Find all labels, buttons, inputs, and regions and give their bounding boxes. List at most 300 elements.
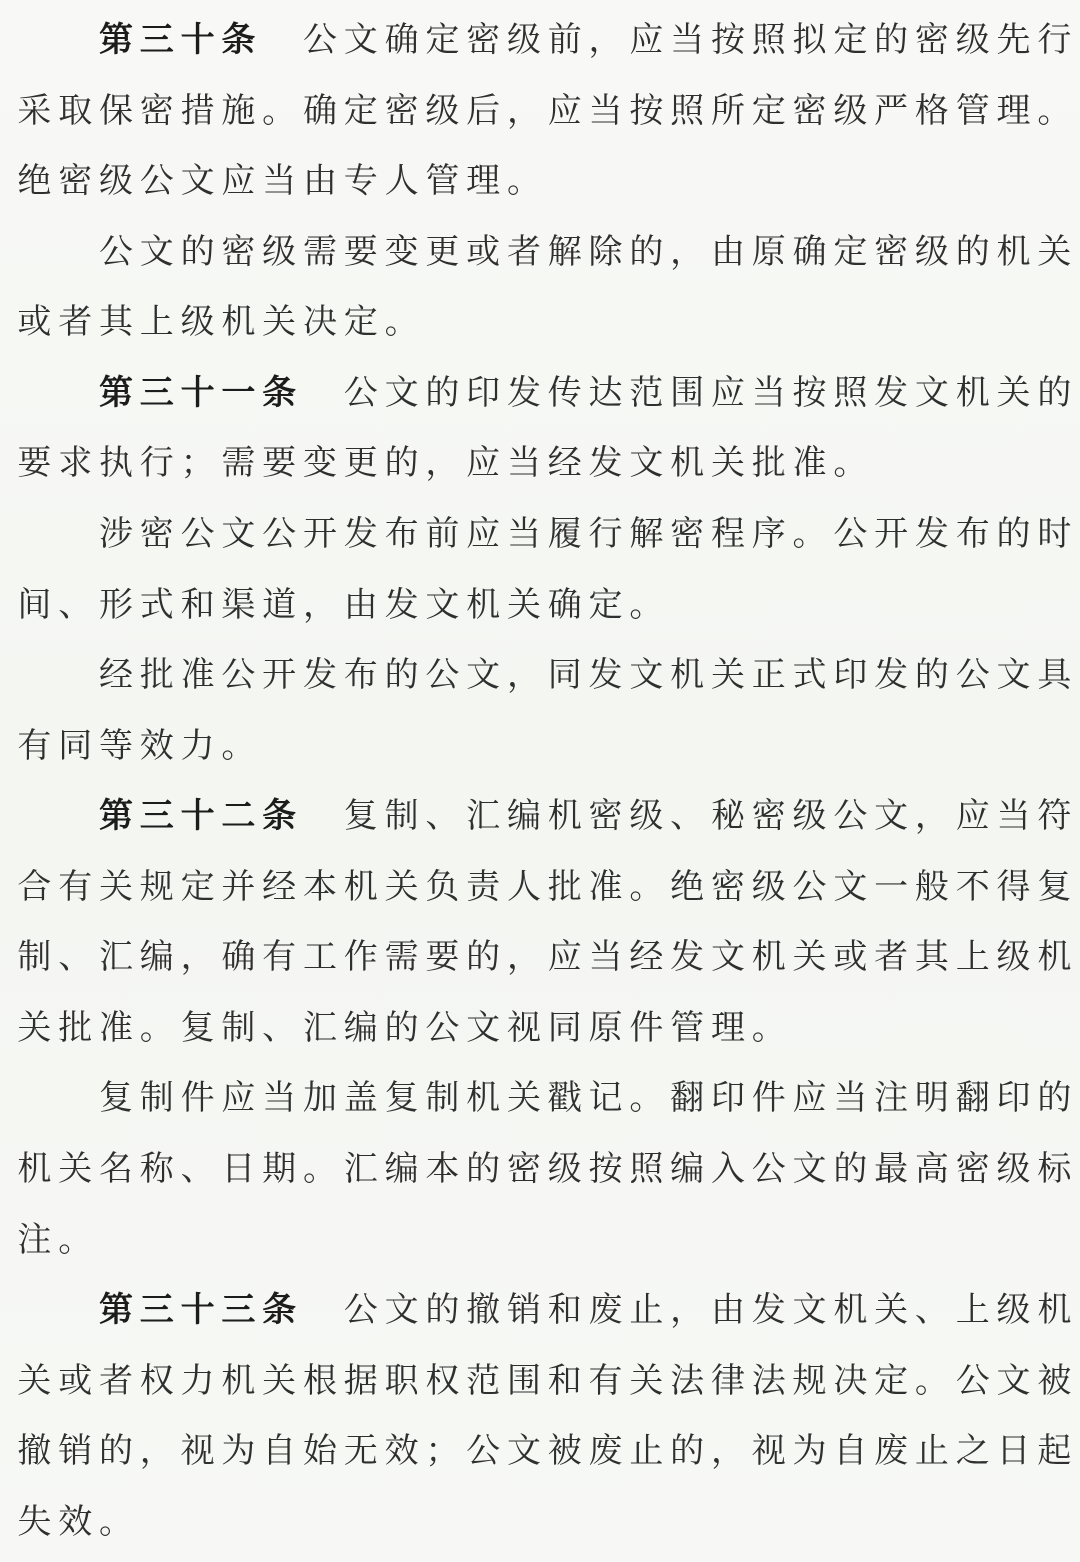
character: 要 bbox=[425, 937, 460, 978]
character: 上 bbox=[955, 937, 990, 978]
character: 一 bbox=[874, 866, 909, 907]
character: 公 bbox=[262, 513, 297, 554]
character: 布 bbox=[343, 655, 378, 696]
character: 入 bbox=[710, 1149, 745, 1189]
character: 责 bbox=[466, 866, 501, 907]
character: 发 bbox=[343, 513, 378, 554]
character: 机 bbox=[547, 796, 582, 837]
character: 二 bbox=[221, 796, 256, 837]
character: 被 bbox=[547, 1431, 582, 1472]
character: 。 bbox=[629, 866, 664, 907]
character: 行 bbox=[1037, 20, 1072, 60]
character: 三 bbox=[221, 1290, 256, 1331]
character: ， bbox=[506, 655, 541, 696]
paragraph-line-text bbox=[14, 993, 789, 1064]
character: 批 bbox=[547, 866, 582, 907]
character: 机 bbox=[833, 1290, 868, 1331]
paragraph-line bbox=[14, 1487, 1075, 1558]
character: 机 bbox=[751, 937, 786, 978]
character: 一 bbox=[221, 372, 256, 413]
character: 照 bbox=[751, 20, 786, 60]
character: 定 bbox=[751, 90, 786, 131]
character: 有 bbox=[58, 866, 93, 907]
character: 复 bbox=[343, 796, 378, 837]
character: 。 bbox=[792, 513, 827, 554]
character: 定 bbox=[343, 90, 378, 131]
article-31 bbox=[14, 358, 1075, 781]
character: 、 bbox=[180, 1149, 215, 1189]
paragraph-line-text bbox=[14, 287, 422, 358]
character: 记 bbox=[588, 1078, 623, 1119]
paragraph-first-line bbox=[14, 217, 1075, 288]
character: 更 bbox=[343, 443, 378, 484]
character: 级 bbox=[547, 1149, 582, 1189]
article-heading bbox=[96, 1275, 300, 1346]
character: 关 bbox=[996, 372, 1031, 413]
character: 级 bbox=[833, 90, 868, 131]
character: 要 bbox=[262, 443, 297, 484]
character: 根 bbox=[302, 1360, 337, 1401]
paragraph-line-text bbox=[14, 146, 544, 217]
character: 原 bbox=[751, 231, 786, 272]
article-heading bbox=[96, 358, 300, 429]
character: 采 bbox=[17, 90, 52, 131]
character: 定 bbox=[588, 584, 623, 625]
character: 印 bbox=[996, 1078, 1031, 1119]
character: 确 bbox=[302, 90, 337, 131]
character: 级 bbox=[180, 302, 215, 343]
character: 发 bbox=[751, 1290, 786, 1331]
character: ， bbox=[670, 1290, 705, 1331]
character: 注 bbox=[874, 1078, 909, 1119]
character: 者 bbox=[874, 937, 909, 978]
character: 印 bbox=[466, 372, 501, 413]
character: 视 bbox=[506, 1007, 541, 1048]
character: 布 bbox=[955, 513, 990, 554]
character: 印 bbox=[710, 1078, 745, 1119]
paragraph-first-line bbox=[14, 640, 1075, 711]
character: 关 bbox=[98, 866, 133, 907]
character: 标 bbox=[1037, 1149, 1072, 1189]
character: 绝 bbox=[670, 866, 705, 907]
character: 人 bbox=[506, 866, 541, 907]
paragraph bbox=[14, 1275, 1075, 1557]
character: 机 bbox=[466, 1078, 501, 1119]
character: 批 bbox=[751, 443, 786, 484]
paragraph-line-text bbox=[14, 428, 871, 499]
character: 机 bbox=[670, 443, 705, 484]
character: 自 bbox=[833, 1431, 868, 1472]
paragraph-line-text bbox=[14, 852, 1075, 923]
character: 公 bbox=[425, 1007, 460, 1048]
character: 销 bbox=[58, 1431, 93, 1472]
character: 止 bbox=[914, 1431, 949, 1472]
character: 确 bbox=[792, 231, 827, 272]
paragraph-line bbox=[14, 146, 1075, 217]
paragraph-line bbox=[14, 993, 1075, 1064]
paragraph-line-text bbox=[14, 1487, 136, 1558]
character: 格 bbox=[914, 90, 949, 131]
character: 式 bbox=[139, 584, 174, 625]
character: 。 bbox=[1037, 90, 1072, 131]
character: 汇 bbox=[98, 937, 133, 978]
character: 正 bbox=[751, 655, 786, 696]
character: 、 bbox=[58, 937, 93, 978]
character: 律 bbox=[710, 1360, 745, 1401]
character: 级 bbox=[914, 231, 949, 272]
character: 。 bbox=[914, 1360, 949, 1401]
character: 涉 bbox=[98, 513, 133, 554]
character: 制 bbox=[425, 1078, 460, 1119]
character: 机 bbox=[1037, 1290, 1072, 1331]
paragraph bbox=[14, 217, 1075, 358]
paragraph-line bbox=[14, 428, 1075, 499]
character: 、 bbox=[914, 1290, 949, 1331]
paragraph bbox=[14, 640, 1075, 781]
character: 职 bbox=[384, 1360, 419, 1401]
character: 机 bbox=[17, 1149, 52, 1189]
character: 的 bbox=[384, 655, 419, 696]
character: 十 bbox=[180, 20, 215, 60]
character: 高 bbox=[914, 1149, 949, 1189]
character: 加 bbox=[302, 1078, 337, 1119]
paragraph-line-text bbox=[14, 1346, 1075, 1417]
character: 关 bbox=[17, 1007, 52, 1048]
character: 机 bbox=[343, 866, 378, 907]
character: 文 bbox=[833, 866, 868, 907]
character: 或 bbox=[17, 302, 52, 343]
character: 理 bbox=[466, 161, 501, 202]
character: 理 bbox=[996, 90, 1031, 131]
character: 传 bbox=[547, 372, 582, 413]
character: 定 bbox=[425, 20, 460, 60]
character: 除 bbox=[588, 231, 623, 272]
character: 关 bbox=[874, 1290, 909, 1331]
character: 条 bbox=[262, 1290, 297, 1331]
character: 文 bbox=[792, 1290, 827, 1331]
character: 力 bbox=[180, 1360, 215, 1401]
character: 准 bbox=[588, 866, 623, 907]
character: 措 bbox=[180, 90, 215, 131]
character: 名 bbox=[98, 1149, 133, 1189]
paragraph-first-line bbox=[14, 1275, 1075, 1346]
character: 准 bbox=[180, 655, 215, 696]
character: 密 bbox=[792, 90, 827, 131]
character: 间 bbox=[17, 584, 52, 625]
character: 时 bbox=[1037, 513, 1072, 554]
character: 公 bbox=[343, 372, 378, 413]
character: 汇 bbox=[466, 796, 501, 837]
paragraph-line bbox=[14, 287, 1075, 358]
character: 关 bbox=[506, 1078, 541, 1119]
character: 具 bbox=[1037, 655, 1072, 696]
character: 件 bbox=[629, 1007, 664, 1048]
character: 公 bbox=[833, 796, 868, 837]
character: 得 bbox=[996, 866, 1031, 907]
character: 视 bbox=[180, 1431, 215, 1472]
character: 关 bbox=[710, 655, 745, 696]
character: 、 bbox=[670, 796, 705, 837]
character: 发 bbox=[506, 372, 541, 413]
character: 确 bbox=[547, 584, 582, 625]
paragraph bbox=[14, 358, 1075, 499]
character: 失 bbox=[17, 1501, 52, 1542]
character: 应 bbox=[547, 90, 582, 131]
character: 管 bbox=[425, 161, 460, 202]
paragraph bbox=[14, 5, 1075, 217]
character: 取 bbox=[58, 90, 93, 131]
character: 复 bbox=[98, 1078, 133, 1119]
character: 后 bbox=[466, 90, 501, 131]
character: 经 bbox=[262, 866, 297, 907]
character: 的 bbox=[384, 443, 419, 484]
character: 发 bbox=[874, 372, 909, 413]
character: 的 bbox=[1037, 1078, 1072, 1119]
character: ； bbox=[180, 443, 215, 484]
character: 。 bbox=[221, 725, 256, 766]
paragraph-line bbox=[14, 76, 1075, 147]
character: 的 bbox=[425, 372, 460, 413]
character: 。 bbox=[629, 584, 664, 625]
character: 应 bbox=[221, 1078, 256, 1119]
character: 文 bbox=[384, 1290, 419, 1331]
character: 等 bbox=[98, 725, 133, 766]
character: ， bbox=[506, 90, 541, 131]
character: 原 bbox=[588, 1007, 623, 1048]
character: 有 bbox=[588, 1360, 623, 1401]
character: 应 bbox=[221, 161, 256, 202]
character: 的 bbox=[180, 231, 215, 272]
character: 序 bbox=[751, 513, 786, 554]
character: 之 bbox=[955, 1431, 990, 1472]
character: 级 bbox=[792, 796, 827, 837]
character: 应 bbox=[629, 20, 664, 60]
character: 密 bbox=[384, 90, 419, 131]
character: 效 bbox=[58, 1501, 93, 1542]
character: 应 bbox=[955, 796, 990, 837]
character: 明 bbox=[914, 1078, 949, 1119]
character: 当 bbox=[833, 1078, 868, 1119]
character: 注 bbox=[17, 1219, 52, 1260]
character: 发 bbox=[302, 655, 337, 696]
character: 工 bbox=[302, 937, 337, 978]
character: 。 bbox=[629, 1078, 664, 1119]
paragraph-first-line bbox=[14, 781, 1075, 852]
character: 、 bbox=[262, 1007, 297, 1048]
character: 密 bbox=[914, 20, 949, 60]
paragraph-line-text bbox=[340, 781, 1074, 852]
character: 据 bbox=[343, 1360, 378, 1401]
character: 最 bbox=[874, 1149, 909, 1189]
character: 式 bbox=[792, 655, 827, 696]
paragraph-line-text bbox=[340, 358, 1074, 429]
character: 级 bbox=[98, 161, 133, 202]
character: 始 bbox=[302, 1431, 337, 1472]
character: 公 bbox=[98, 231, 133, 272]
character: 履 bbox=[547, 513, 582, 554]
document-page bbox=[14, 5, 1075, 1557]
character: 为 bbox=[792, 1431, 827, 1472]
character: 有 bbox=[17, 725, 52, 766]
character: 件 bbox=[180, 1078, 215, 1119]
character: 废 bbox=[588, 1290, 623, 1331]
character: 密 bbox=[710, 866, 745, 907]
character: 密 bbox=[139, 513, 174, 554]
character: 批 bbox=[58, 1007, 93, 1048]
character: 三 bbox=[139, 20, 174, 60]
character: 先 bbox=[996, 20, 1031, 60]
character: 解 bbox=[629, 513, 664, 554]
character: 其 bbox=[98, 302, 133, 343]
character: 行 bbox=[588, 513, 623, 554]
paragraph-line-text bbox=[14, 711, 259, 782]
character: 更 bbox=[425, 231, 460, 272]
character: 公 bbox=[221, 655, 256, 696]
character: 同 bbox=[58, 725, 93, 766]
character: 文 bbox=[792, 1149, 827, 1189]
character: 文 bbox=[425, 584, 460, 625]
character: 公 bbox=[425, 655, 460, 696]
character: ， bbox=[710, 1431, 745, 1472]
character: 发 bbox=[588, 655, 623, 696]
character: 。 bbox=[833, 443, 868, 484]
character: 文 bbox=[221, 513, 256, 554]
character: 批 bbox=[139, 655, 174, 696]
character: 十 bbox=[180, 1290, 215, 1331]
character: 前 bbox=[547, 20, 582, 60]
character: 条 bbox=[262, 796, 297, 837]
character: 期 bbox=[262, 1149, 297, 1189]
character: 要 bbox=[343, 231, 378, 272]
character: 公 bbox=[955, 1360, 990, 1401]
character: ， bbox=[425, 443, 460, 484]
character: 密 bbox=[506, 1149, 541, 1189]
character: 开 bbox=[302, 513, 337, 554]
character: 和 bbox=[547, 1360, 582, 1401]
character: 废 bbox=[874, 1431, 909, 1472]
character: 和 bbox=[180, 584, 215, 625]
character: 机 bbox=[996, 231, 1031, 272]
character: 范 bbox=[466, 1360, 501, 1401]
character: 条 bbox=[221, 20, 256, 60]
paragraph bbox=[14, 1063, 1075, 1275]
character: 准 bbox=[98, 1007, 133, 1048]
character: 公 bbox=[466, 1431, 501, 1472]
paragraph-line-text bbox=[96, 1063, 1075, 1134]
character: 符 bbox=[1037, 796, 1072, 837]
character: 。 bbox=[262, 90, 297, 131]
character: 发 bbox=[914, 513, 949, 554]
character: 公 bbox=[139, 161, 174, 202]
character: 自 bbox=[262, 1431, 297, 1472]
character: 密 bbox=[874, 231, 909, 272]
character: 布 bbox=[384, 513, 419, 554]
character: 规 bbox=[139, 866, 174, 907]
character: 者 bbox=[98, 1360, 133, 1401]
character: ； bbox=[425, 1431, 460, 1472]
character: 。 bbox=[98, 1501, 133, 1542]
character: ， bbox=[588, 20, 623, 60]
character: 关 bbox=[792, 937, 827, 978]
character: 复 bbox=[384, 1078, 419, 1119]
character: 的 bbox=[466, 937, 501, 978]
character: 上 bbox=[139, 302, 174, 343]
paragraph bbox=[14, 499, 1075, 640]
character: 者 bbox=[506, 231, 541, 272]
character: 起 bbox=[1037, 1431, 1072, 1472]
character: 、 bbox=[425, 796, 460, 837]
character: 关 bbox=[58, 1149, 93, 1189]
character: 公 bbox=[833, 513, 868, 554]
character: 编 bbox=[343, 1007, 378, 1048]
character: 照 bbox=[629, 1149, 664, 1189]
character: 的 bbox=[670, 1431, 705, 1472]
character: 法 bbox=[670, 1360, 705, 1401]
character: 的 bbox=[1037, 372, 1072, 413]
character: 止 bbox=[629, 1431, 664, 1472]
character: 文 bbox=[629, 655, 664, 696]
character: 无 bbox=[343, 1431, 378, 1472]
character: 级 bbox=[996, 1149, 1031, 1189]
character: 当 bbox=[506, 443, 541, 484]
paragraph-line bbox=[14, 922, 1075, 993]
article-30 bbox=[14, 5, 1075, 358]
character: 的 bbox=[629, 231, 664, 272]
character: 负 bbox=[425, 866, 460, 907]
character: 力 bbox=[180, 725, 215, 766]
character: 密 bbox=[139, 90, 174, 131]
paragraph-first-line bbox=[14, 5, 1075, 76]
character: 按 bbox=[792, 372, 827, 413]
character: 按 bbox=[588, 1149, 623, 1189]
character: 第 bbox=[98, 1290, 133, 1331]
character: 法 bbox=[751, 1360, 786, 1401]
character: 需 bbox=[302, 231, 337, 272]
character: 当 bbox=[670, 20, 705, 60]
character: 渠 bbox=[221, 584, 256, 625]
character: 销 bbox=[506, 1290, 541, 1331]
paragraph-line bbox=[14, 711, 1075, 782]
character: 专 bbox=[343, 161, 378, 202]
paragraph-line bbox=[14, 570, 1075, 641]
article-heading bbox=[96, 781, 300, 852]
character: 当 bbox=[751, 372, 786, 413]
paragraph-line-text bbox=[96, 499, 1075, 570]
character: 翻 bbox=[670, 1078, 705, 1119]
character: 关 bbox=[710, 443, 745, 484]
character: 者 bbox=[58, 302, 93, 343]
character: 本 bbox=[302, 866, 337, 907]
character: 要 bbox=[17, 443, 52, 484]
character: 文 bbox=[466, 655, 501, 696]
character: 围 bbox=[670, 372, 705, 413]
character: 程 bbox=[710, 513, 745, 554]
character: 级 bbox=[996, 937, 1031, 978]
paragraph bbox=[14, 781, 1075, 1063]
character: 的 bbox=[833, 1149, 868, 1189]
paragraph-line-text bbox=[96, 640, 1075, 711]
paragraph-first-line bbox=[14, 499, 1075, 570]
character: 确 bbox=[384, 20, 419, 60]
character: 盖 bbox=[343, 1078, 378, 1119]
character: 止 bbox=[629, 1290, 664, 1331]
character: 机 bbox=[466, 584, 501, 625]
character: 第 bbox=[98, 20, 133, 60]
character: 级 bbox=[506, 20, 541, 60]
character: 关 bbox=[384, 866, 419, 907]
character: 的 bbox=[466, 1149, 501, 1189]
character: 前 bbox=[425, 513, 460, 554]
